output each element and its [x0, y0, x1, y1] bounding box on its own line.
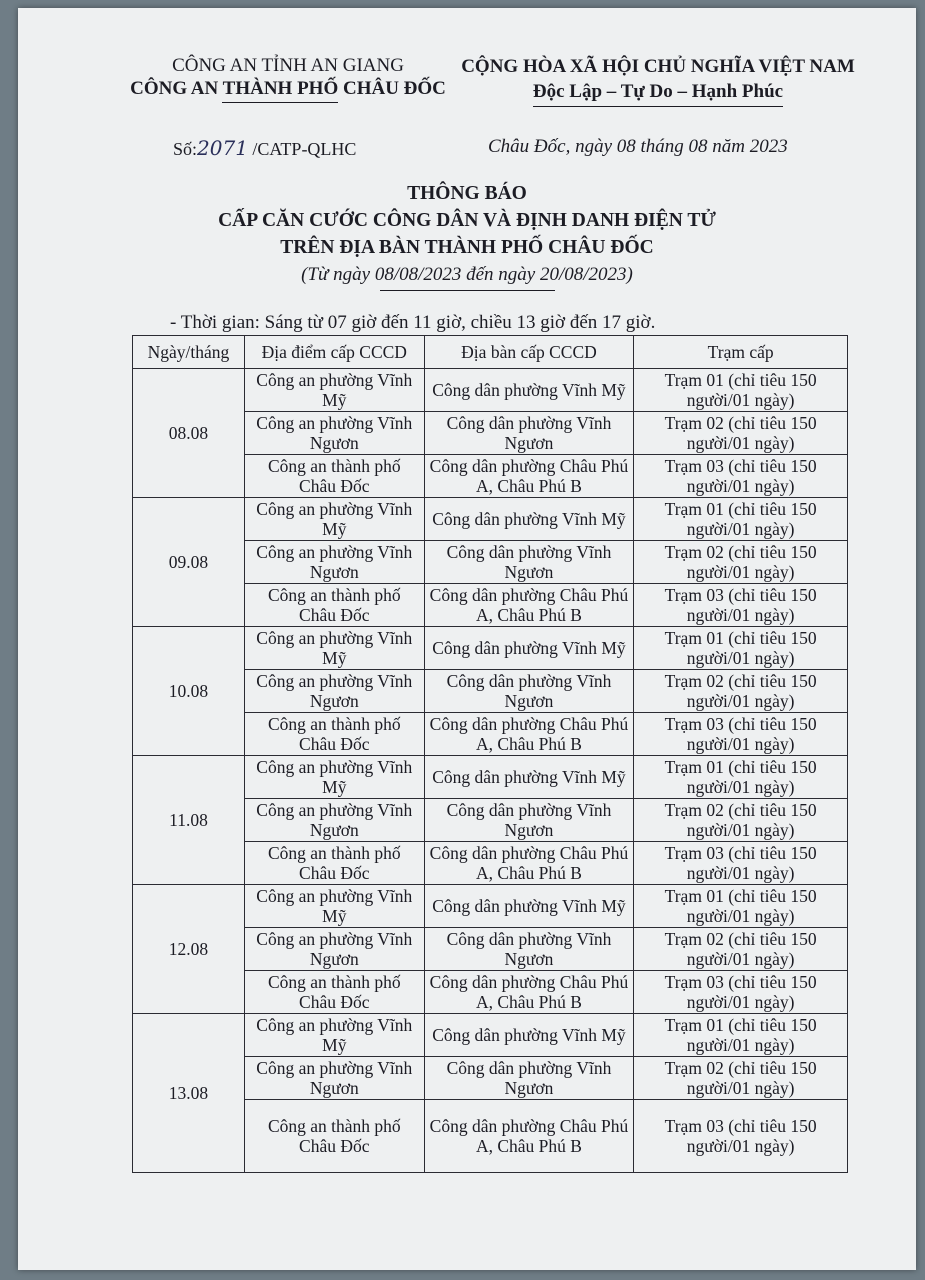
issue-date: Châu Đốc, ngày 08 tháng 08 năm 2023 — [488, 136, 788, 157]
station-cell: Trạm 01 (chỉ tiêu 150 người/01 ngày) — [634, 756, 848, 799]
location-cell: Công an phường Vĩnh Mỹ — [244, 756, 424, 799]
document-number — [173, 136, 356, 160]
area-cell: Công dân phường Vĩnh Mỹ — [424, 756, 634, 799]
location-cell: Công an phường Vĩnh Ngươn — [244, 541, 424, 584]
header-location: Địa điểm cấp CCCD — [244, 336, 424, 369]
location-cell: Công an thành phố Châu Đốc — [244, 971, 424, 1014]
period-text: (Từ ngày 08/08/2023 đến ngày 20/08/2023) — [301, 264, 633, 285]
location-cell: Công an phường Vĩnh Ngươn — [244, 412, 424, 455]
area-cell: Công dân phường Châu Phú A, Châu Phú B — [424, 713, 634, 756]
area-cell: Công dân phường Vĩnh Mỹ — [424, 498, 634, 541]
area-cell: Công dân phường Vĩnh Mỹ — [424, 885, 634, 928]
station-cell: Trạm 02 (chỉ tiêu 150 người/01 ngày) — [634, 541, 848, 584]
station-cell: Trạm 03 (chỉ tiêu 150 người/01 ngày) — [634, 713, 848, 756]
station-cell: Trạm 03 (chỉ tiêu 150 người/01 ngày) — [634, 971, 848, 1014]
document-number-prefix: Số: — [173, 139, 198, 159]
country-name: CỘNG HÒA XÃ HỘI CHỦ NGHĨA VIỆT NAM — [461, 56, 855, 77]
station-cell: Trạm 02 (chỉ tiêu 150 người/01 ngày) — [634, 799, 848, 842]
station-cell: Trạm 01 (chỉ tiêu 150 người/01 ngày) — [634, 498, 848, 541]
header-station: Trạm cấp — [634, 336, 848, 369]
table-row — [133, 498, 848, 541]
area-cell: Công dân phường Châu Phú A, Châu Phú B — [424, 1100, 634, 1173]
date-cell: 08.08 — [133, 369, 245, 498]
station-cell: Trạm 03 (chỉ tiêu 150 người/01 ngày) — [634, 455, 848, 498]
header-area: Địa bàn cấp CCCD — [424, 336, 634, 369]
location-cell: Công an phường Vĩnh Ngươn — [244, 928, 424, 971]
station-cell: Trạm 01 (chỉ tiêu 150 người/01 ngày) — [634, 1014, 848, 1057]
table-row — [133, 627, 848, 670]
agency-name: CÔNG AN THÀNH PHỐ CHÂU ĐỐC — [130, 78, 446, 99]
table-row — [133, 756, 848, 799]
location-cell: Công an phường Vĩnh Mỹ — [244, 498, 424, 541]
area-cell: Công dân phường Vĩnh Ngươn — [424, 928, 634, 971]
station-cell: Trạm 01 (chỉ tiêu 150 người/01 ngày) — [634, 369, 848, 412]
date-cell: 12.08 — [133, 885, 245, 1014]
station-cell: Trạm 03 (chỉ tiêu 150 người/01 ngày) — [634, 1100, 848, 1173]
area-cell: Công dân phường Vĩnh Ngươn — [424, 1057, 634, 1100]
station-cell: Trạm 01 (chỉ tiêu 150 người/01 ngày) — [634, 885, 848, 928]
area-cell: Công dân phường Vĩnh Ngươn — [424, 799, 634, 842]
period-underline — [380, 290, 555, 291]
period-range — [18, 264, 916, 291]
date-cell: 11.08 — [133, 756, 245, 885]
station-cell: Trạm 01 (chỉ tiêu 150 người/01 ngày) — [634, 627, 848, 670]
location-cell: Công an thành phố Châu Đốc — [244, 713, 424, 756]
location-cell: Công an phường Vĩnh Mỹ — [244, 627, 424, 670]
station-cell: Trạm 02 (chỉ tiêu 150 người/01 ngày) — [634, 1057, 848, 1100]
area-cell: Công dân phường Châu Phú A, Châu Phú B — [424, 971, 634, 1014]
schedule-body — [133, 369, 848, 1173]
area-cell: Công dân phường Châu Phú A, Châu Phú B — [424, 584, 634, 627]
location-cell: Công an phường Vĩnh Mỹ — [244, 885, 424, 928]
area-cell: Công dân phường Vĩnh Mỹ — [424, 627, 634, 670]
title-line-2: CẤP CĂN CƯỚC CÔNG DÂN VÀ ĐỊNH DANH ĐIỆN TỬ — [218, 210, 716, 231]
document-title — [18, 180, 916, 261]
issuing-agency — [118, 54, 458, 100]
date-cell: 13.08 — [133, 1014, 245, 1173]
area-cell: Công dân phường Châu Phú A, Châu Phú B — [424, 842, 634, 885]
table-header-row — [133, 336, 848, 369]
area-cell: Công dân phường Vĩnh Ngươn — [424, 412, 634, 455]
area-cell: Công dân phường Vĩnh Mỹ — [424, 1014, 634, 1057]
area-cell: Công dân phường Vĩnh Ngươn — [424, 670, 634, 713]
location-cell: Công an thành phố Châu Đốc — [244, 842, 424, 885]
station-cell: Trạm 03 (chỉ tiêu 150 người/01 ngày) — [634, 584, 848, 627]
date-cell: 10.08 — [133, 627, 245, 756]
title-line-3: TRÊN ĐỊA BÀN THÀNH PHỐ CHÂU ĐỐC — [280, 237, 654, 258]
header-date: Ngày/tháng — [133, 336, 245, 369]
location-cell: Công an thành phố Châu Đốc — [244, 584, 424, 627]
station-cell: Trạm 02 (chỉ tiêu 150 người/01 ngày) — [634, 928, 848, 971]
working-hours: - Thời gian: Sáng từ 07 giờ đến 11 giờ, chiều 13 giờ đến 17 giờ. — [170, 312, 656, 333]
document-number-handwritten: 2071 — [197, 136, 248, 160]
schedule-table — [132, 335, 848, 1173]
location-cell: Công an phường Vĩnh Ngươn — [244, 1057, 424, 1100]
table-row — [133, 1014, 848, 1057]
station-cell: Trạm 03 (chỉ tiêu 150 người/01 ngày) — [634, 842, 848, 885]
table-row — [133, 369, 848, 412]
area-cell: Công dân phường Vĩnh Ngươn — [424, 541, 634, 584]
location-cell: Công an thành phố Châu Đốc — [244, 455, 424, 498]
document-page — [18, 8, 916, 1270]
location-cell: Công an phường Vĩnh Ngươn — [244, 799, 424, 842]
motto: Độc Lập – Tự Do – Hạnh Phúc — [532, 81, 784, 102]
area-cell: Công dân phường Châu Phú A, Châu Phú B — [424, 455, 634, 498]
area-cell: Công dân phường Vĩnh Mỹ — [424, 369, 634, 412]
location-cell: Công an phường Vĩnh Ngươn — [244, 670, 424, 713]
location-cell: Công an phường Vĩnh Mỹ — [244, 369, 424, 412]
date-cell: 09.08 — [133, 498, 245, 627]
table-row — [133, 885, 848, 928]
national-motto — [448, 54, 868, 104]
location-cell: Công an thành phố Châu Đốc — [244, 1100, 424, 1173]
document-number-suffix: /CATP-QLHC — [247, 139, 357, 159]
station-cell: Trạm 02 (chỉ tiêu 150 người/01 ngày) — [634, 670, 848, 713]
location-cell: Công an phường Vĩnh Mỹ — [244, 1014, 424, 1057]
station-cell: Trạm 02 (chỉ tiêu 150 người/01 ngày) — [634, 412, 848, 455]
title-line-1: THÔNG BÁO — [407, 183, 527, 204]
agency-parent: CÔNG AN TỈNH AN GIANG — [172, 55, 404, 76]
